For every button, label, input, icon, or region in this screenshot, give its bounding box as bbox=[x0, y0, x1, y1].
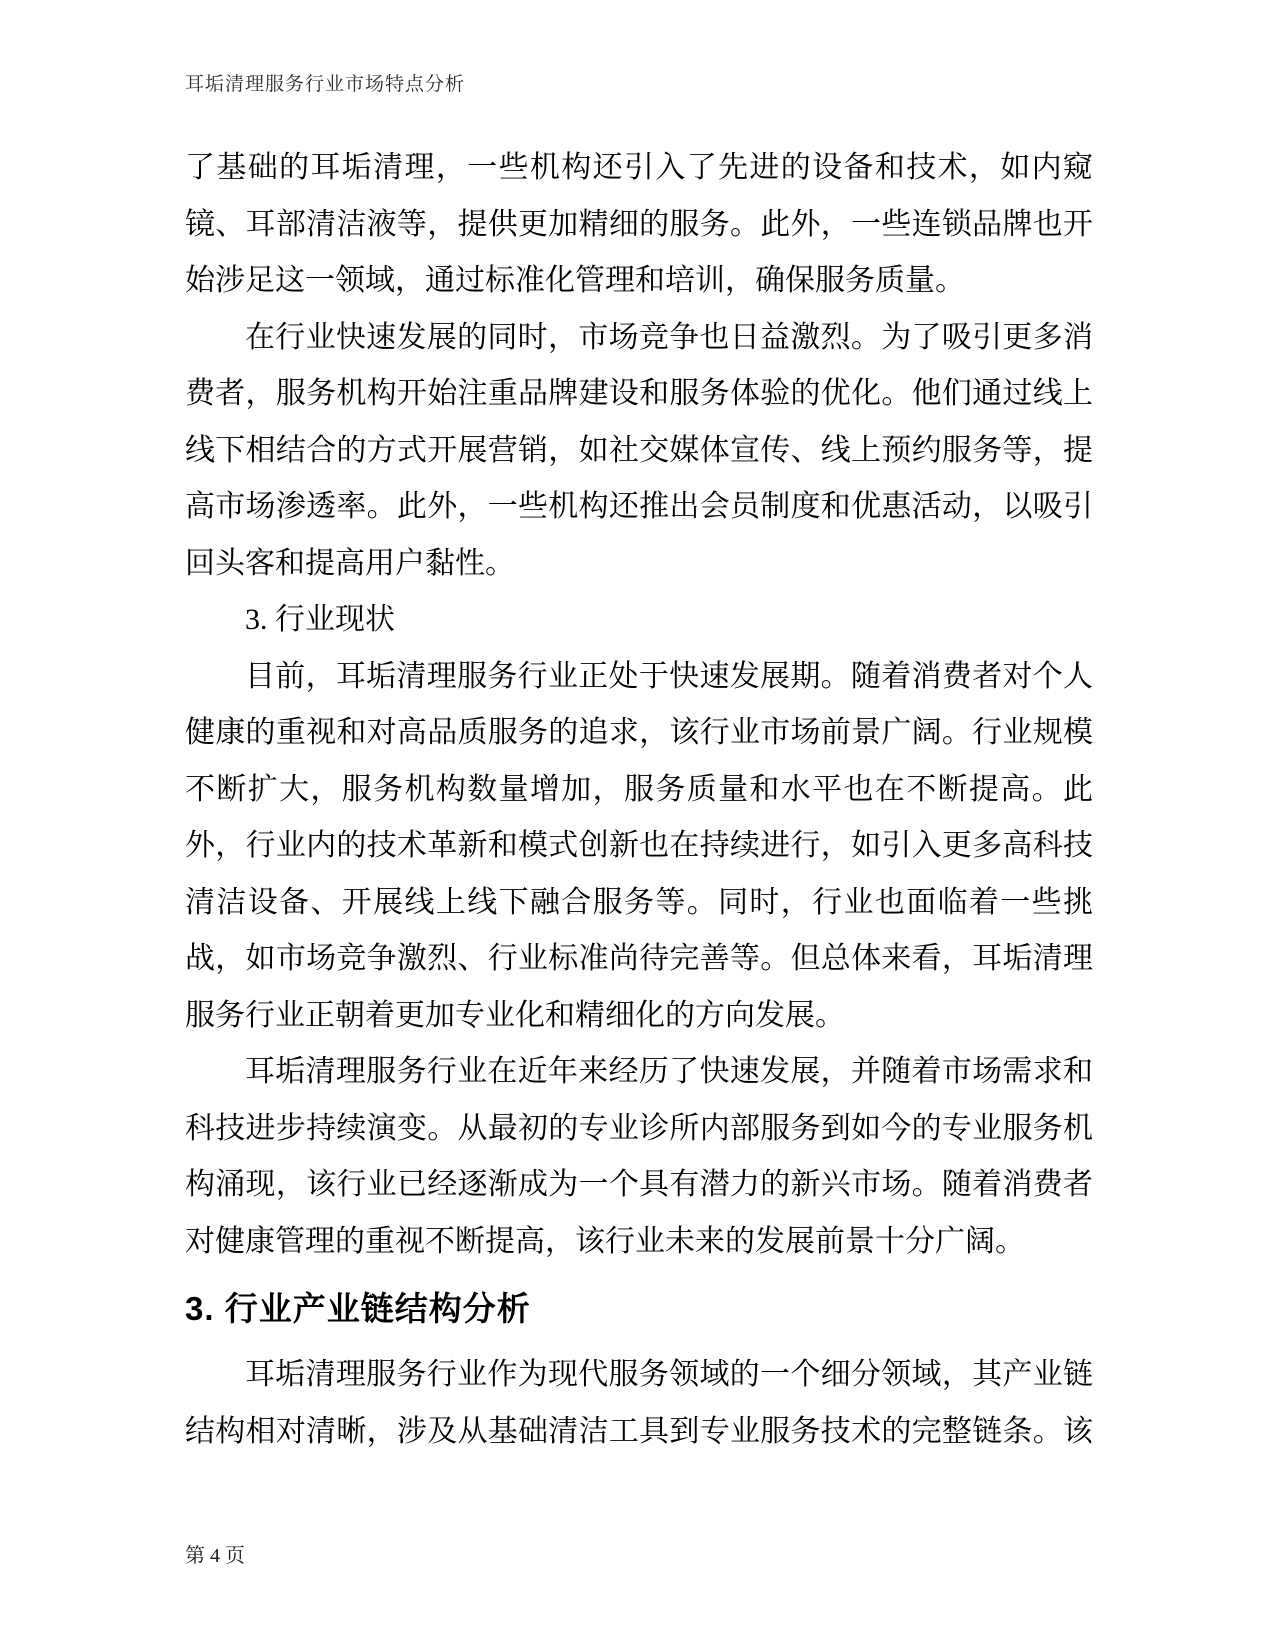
text-line: 构涌现，该行业已经逐渐成为一个具有潜力的新兴市场。随着消费者 bbox=[185, 1168, 1093, 1201]
text-line: 不断扩大，服务机构数量增加，服务质量和水平也在不断提高。此 bbox=[185, 772, 1093, 806]
text-line: 始涉足这一领域，通过标准化管理和培训，确保服务质量。 bbox=[185, 264, 965, 297]
section-heading: 3. 行业产业链结构分析 bbox=[185, 1290, 531, 1327]
page-header-title: 耳垢清理服务行业市场特点分析 bbox=[185, 74, 466, 95]
text-line: 目前，耳垢清理服务行业正处于快速发展期。随着消费者对个人 bbox=[245, 659, 1093, 693]
document-body bbox=[185, 140, 1093, 1460]
text-line: 对健康管理的重视不断提高，该行业未来的发展前景十分广阔。 bbox=[185, 1224, 1025, 1258]
text-line: 在行业快速发展的同时，市场竞争也日益激烈。为了吸引更多消 bbox=[245, 320, 1093, 354]
text-line: 耳垢清理服务行业作为现代服务领域的一个细分领域，其产业链 bbox=[245, 1358, 1093, 1391]
text-line: 战，如市场竞争激烈、行业标准尚待完善等。但总体来看，耳垢清理 bbox=[185, 942, 1093, 975]
text-line: 结构相对清晰，涉及从基础清洁工具到专业服务技术的完整链条。该 bbox=[185, 1414, 1093, 1448]
text-line: 高市场渗透率。此外，一些机构还推出会员制度和优惠活动，以吸引 bbox=[185, 490, 1093, 523]
text-line: 外，行业内的技术革新和模式创新也在持续进行，如引入更多高科技 bbox=[185, 829, 1093, 862]
text-line: 耳垢清理服务行业在近年来经历了快速发展，并随着市场需求和 bbox=[245, 1055, 1093, 1088]
text-line: 健康的重视和对高品质服务的追求，该行业市场前景广阔。行业规模 bbox=[185, 716, 1093, 749]
text-line: 费者，服务机构开始注重品牌建设和服务体验的优化。他们通过线上 bbox=[185, 377, 1093, 410]
text-line: 回头客和提高用户黏性。 bbox=[185, 546, 515, 580]
text-line: 科技进步持续演变。从最初的专业诊所内部服务到如今的专业服务机 bbox=[185, 1111, 1093, 1145]
text-line: 清洁设备、开展线上线下融合服务等。同时，行业也面临着一些挑 bbox=[185, 885, 1093, 919]
text-line: 了基础的耳垢清理，一些机构还引入了先进的设备和技术，如内窥 bbox=[185, 151, 1093, 184]
text-line: 镜、耳部清洁液等，提供更加精细的服务。此外，一些连锁品牌也开 bbox=[185, 207, 1093, 241]
text-line: 3. 行业现状 bbox=[245, 603, 395, 636]
text-line: 服务行业正朝着更加专业化和精细化的方向发展。 bbox=[185, 998, 845, 1032]
text-line: 线下相结合的方式开展营销，如社交媒体宣传、线上预约服务等，提 bbox=[185, 433, 1093, 467]
page-number: 第 4 页 bbox=[185, 1545, 245, 1567]
